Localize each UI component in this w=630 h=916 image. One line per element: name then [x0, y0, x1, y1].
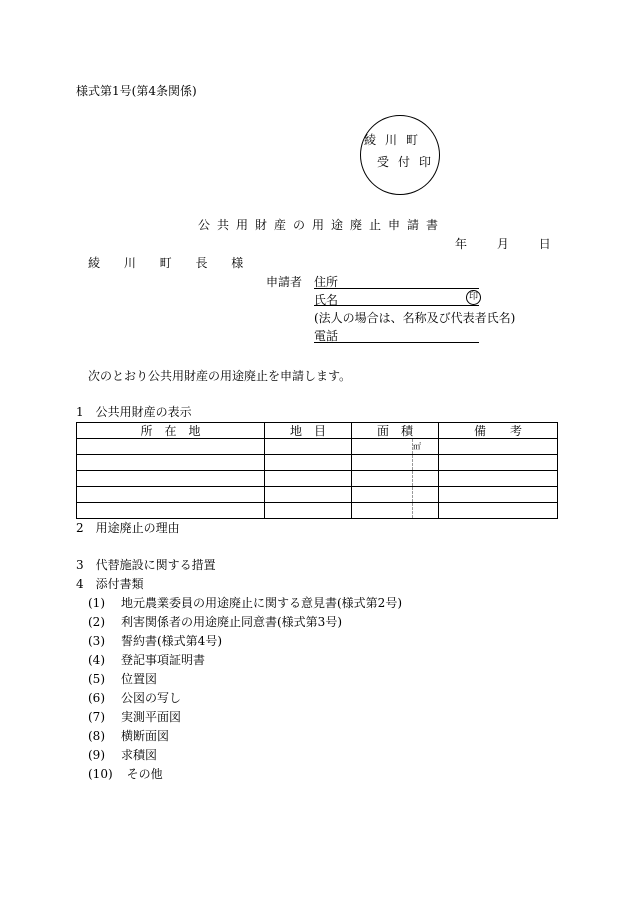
name-underline: [314, 305, 479, 306]
attachment-item: [88, 767, 163, 781]
attachment-number: (7): [88, 710, 105, 724]
section1-heading: 1 公共用財産の表示: [76, 405, 192, 419]
table-cell[interactable]: [352, 439, 413, 455]
attachment-text: 実測平面図: [121, 710, 182, 724]
table-row: [77, 471, 558, 487]
attachment-text: その他: [126, 767, 163, 781]
address-underline: [314, 288, 479, 289]
stamp-line-2: 受付印: [377, 155, 441, 169]
table-cell[interactable]: [413, 471, 439, 487]
attachment-number: (2): [88, 615, 105, 629]
attachment-item: [88, 691, 181, 705]
addressee: 綾 川 町 長 様: [88, 256, 254, 270]
table-cell[interactable]: [77, 455, 265, 471]
column-header-remarks: 備 考: [439, 423, 558, 439]
asset-table: [76, 422, 558, 519]
attachment-item: [88, 672, 157, 686]
attachment-item: [88, 729, 169, 743]
table-cell[interactable]: [439, 439, 558, 455]
table-cell[interactable]: [439, 503, 558, 519]
address-label: 住所: [314, 275, 339, 289]
table-row: [77, 503, 558, 519]
attachment-text: 横断面図: [121, 729, 170, 743]
table-cell[interactable]: [413, 503, 439, 519]
table-cell[interactable]: [77, 471, 265, 487]
area-unit: ㎡: [413, 441, 421, 451]
date-line: [455, 237, 551, 251]
date-month: 月: [496, 237, 509, 251]
table-cell[interactable]: [352, 455, 413, 471]
table-cell[interactable]: [413, 487, 439, 503]
table-header-row: [77, 423, 558, 439]
section4-heading: 4 添付書類: [76, 577, 144, 591]
date-day: 日: [538, 237, 551, 251]
attachment-text: 登記事項証明書: [121, 653, 206, 667]
column-header-area: 面 積: [352, 423, 439, 439]
stamp-line-1: 綾川町: [364, 133, 428, 147]
column-header-land-category: 地 目: [265, 423, 352, 439]
form-number: 様式第1号(第4条関係): [76, 84, 197, 98]
table-cell[interactable]: [352, 487, 413, 503]
table-cell[interactable]: [265, 439, 352, 455]
body-text: 次のとおり公共用財産の用途廃止を申請します。: [88, 369, 352, 383]
table-cell[interactable]: [265, 455, 352, 471]
document-title: 公共用財産の用途廃止申請書: [198, 218, 446, 232]
attachment-item: [88, 596, 402, 610]
table-row: [77, 455, 558, 471]
name-label: 氏名: [314, 293, 339, 307]
table-cell[interactable]: [77, 487, 265, 503]
table-row: [77, 439, 558, 455]
corporate-note: (法人の場合は、名称及び代表者氏名): [314, 311, 516, 325]
attachment-number: (8): [88, 729, 105, 743]
table-cell[interactable]: [413, 455, 439, 471]
seal-mark: 印: [466, 290, 481, 305]
attachment-item: [88, 634, 222, 648]
reception-stamp: [360, 115, 440, 195]
phone-label: 電話: [314, 329, 339, 343]
attachment-text: 地元農業委員の用途廃止に関する意見書(様式第2号): [121, 596, 403, 610]
attachment-item: [88, 710, 181, 724]
attachment-number: (6): [88, 691, 105, 705]
attachment-text: 位置図: [121, 672, 158, 686]
table-cell[interactable]: [439, 487, 558, 503]
attachment-text: 誓約書(様式第4号): [121, 634, 222, 648]
attachment-number: (3): [88, 634, 105, 648]
date-year: 年: [455, 237, 468, 251]
phone-underline: [314, 342, 479, 343]
attachment-text: 公図の写し: [121, 691, 182, 705]
section2-heading: 2 用途廃止の理由: [76, 521, 180, 535]
attachment-number: (4): [88, 653, 105, 667]
table-cell[interactable]: [439, 455, 558, 471]
section3-heading: 3 代替施設に関する措置: [76, 558, 216, 572]
attachment-number: (5): [88, 672, 105, 686]
attachment-item: [88, 615, 342, 629]
table-cell[interactable]: [265, 503, 352, 519]
applicant-label: 申請者: [266, 275, 303, 289]
table-cell-unit: [413, 439, 439, 455]
attachment-number: (10): [88, 767, 113, 781]
attachment-item: [88, 653, 205, 667]
table-row: [77, 487, 558, 503]
attachment-text: 利害関係者の用途廃止同意書(様式第3号): [121, 615, 342, 629]
table-cell[interactable]: [265, 487, 352, 503]
attachment-text: 求積図: [121, 748, 158, 762]
table-cell[interactable]: [77, 503, 265, 519]
table-cell[interactable]: [265, 471, 352, 487]
attachment-number: (9): [88, 748, 105, 762]
attachment-number: (1): [88, 596, 105, 610]
attachment-item: [88, 748, 157, 762]
table-cell[interactable]: [439, 471, 558, 487]
table-cell[interactable]: [352, 471, 413, 487]
table-cell[interactable]: [352, 503, 413, 519]
column-header-location: 所 在 地: [77, 423, 265, 439]
table-cell[interactable]: [77, 439, 265, 455]
